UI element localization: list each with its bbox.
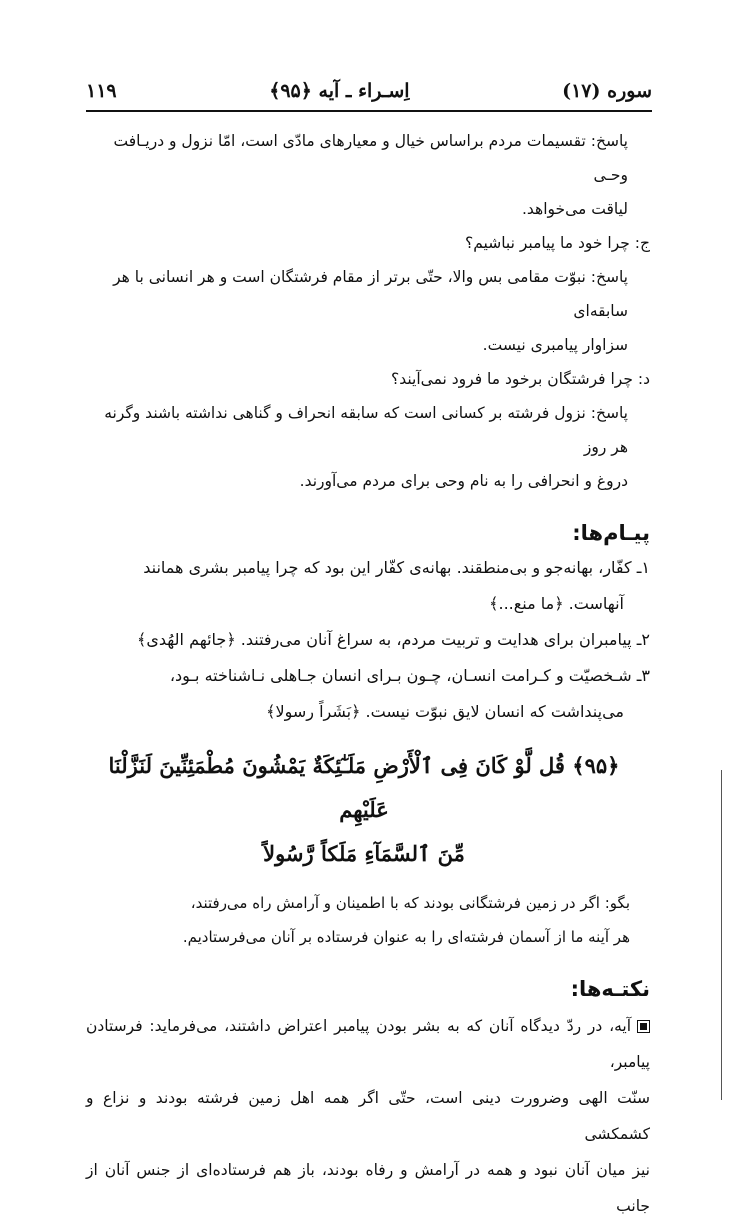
message-1-line-2: آنهاست. ﴿ما منع...﴾ (489, 594, 624, 613)
translation-line-2: هر آینه ما از آسمان فرشته‌ای را به عنوان فرستاده بر آنان می‌فرستادیم. (182, 928, 630, 946)
answer-1 (86, 124, 650, 226)
header-divider (86, 110, 652, 112)
quran-verse (86, 744, 650, 876)
note-1-line-1 (86, 1008, 650, 1080)
page-header (86, 74, 652, 108)
section-title-header: اِسـراء ـ آیه ﴿۹۵﴾ (269, 80, 410, 102)
message-3-line-1: ۳ـ شـخصیّت و کـرامت انسـان، چـون بـرای انسان جـاهلی نـاشناخته بـود، (169, 666, 650, 685)
message-1 (86, 550, 650, 622)
message-2: ۲ـ پیامبران برای هدایت و تربیت مردم، به سراغ آنان می‌رفتند. ﴿جائهم الهُدی﴾ (137, 630, 650, 649)
message-3 (86, 658, 650, 730)
message-3-line-2: می‌پنداشت که انسان لایق نبوّت نیست. ﴿بَشَراً رسولا﴾ (266, 702, 624, 721)
page-content (86, 124, 650, 1224)
answer-2-line-1: پاسخ: نبوّت مقامی بس والا، حتّی برتر از مقام فرشتگان است و هر انسانی با هر سابقه‌ای (113, 268, 628, 320)
note-1 (86, 1008, 650, 1224)
verse-line-1: ﴿۹۵﴾ قُل لَّوْ كَانَ فِى ٱلْأَرْضِ مَلَـٰٓئِكَةٌ يَمْشُونَ مُطْمَئِنِّينَ لَنَزَّلْنَا عَلَيْهِم (108, 753, 620, 822)
note-1-line-1-text: آیه، در ردّ دیدگاه آنان که به بشر بودن پیامبر اعتراض داشتند، می‌فرماید: فرستادن پیامبر، (86, 1017, 650, 1071)
answer-3-line-1: پاسخ: نزول فرشته بر کسانی است که سابقه انحراف و گناهی نداشته باشند وگرنه هر روز (104, 404, 628, 456)
answer-1-line-2: لیاقت می‌خواهد. (521, 200, 628, 218)
message-1-line-1: ۱ـ کفّار، بهانه‌جو و بی‌منطقند. بهانه‌ی کفّار این بود که چرا پیامبر بشری همانند (143, 558, 650, 577)
answer-3-line-2: دروغ و انحرافی را به نام وحی برای مردم می‌آورند. (299, 472, 628, 490)
answer-1-line-1: پاسخ: تقسیمات مردم براساس خیال و معیارهای مادّی است، امّا نزول و دریـافت وحـی (113, 132, 628, 184)
surah-title: سوره (۱۷) (562, 80, 652, 102)
note-1-line-2: سنّت الهی وضرورت دینی است، حتّی اگر همه اهل زمین فرشته بودند و نزاع و کشمکشی (86, 1089, 650, 1143)
translation-line-1: بگو: اگر در زمین فرشتگانی بودند که با اطمینان و آرامش راه می‌رفتند، (190, 894, 630, 912)
answer-2-line-2: سزاوار پیامبری نیست. (482, 336, 628, 354)
answer-2 (86, 260, 650, 362)
question-jim: ج: چرا خود ما پیامبر نباشیم؟ (465, 234, 650, 252)
verse-line-2: مِّنَ ٱلسَّمَآءِ مَلَكاً رَّسُولاً (263, 841, 465, 866)
question-dal: د: چرا فرشتگان برخود ما فرود نمی‌آیند؟ (390, 370, 650, 388)
page-number: ۱۱۹ (86, 80, 117, 102)
note-1-line-3: نیز میان آنان نبود و همه در آرامش و رفاه بودند، باز هم فرستاده‌ای از جنس آنان از جانب (86, 1161, 650, 1215)
answer-3 (86, 396, 650, 498)
verse-translation (86, 886, 650, 954)
messages-heading: پیـام‌ها: (572, 521, 650, 545)
page-edge-line (721, 770, 722, 1100)
notes-heading: نکتـه‌ها: (570, 977, 650, 1001)
square-bullet-icon (637, 1020, 650, 1033)
